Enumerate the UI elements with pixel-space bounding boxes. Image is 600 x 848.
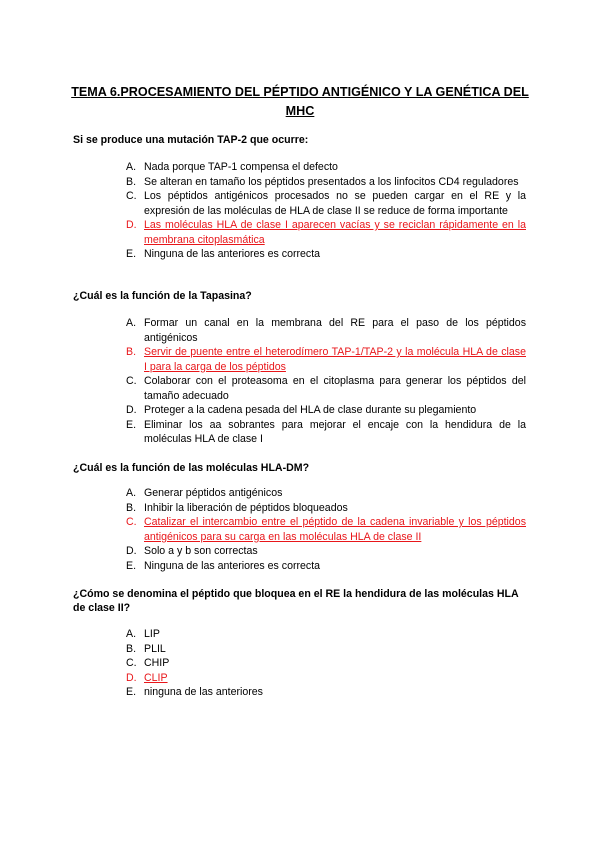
option-letter: E. xyxy=(126,248,137,260)
answer-option xyxy=(126,559,526,574)
option-letter: B. xyxy=(126,501,137,514)
answer-option xyxy=(126,501,526,516)
answer-option xyxy=(126,656,526,671)
option-text: Eliminar los aa sobrantes para mejorar el encaje con la hendidura de la moléculas HLA de clase I xyxy=(144,418,526,445)
option-text: Ninguna de las anteriores es correcta xyxy=(144,559,321,572)
option-letter: C. xyxy=(126,375,137,387)
option-letter: B. xyxy=(126,346,137,358)
option-letter: C. xyxy=(126,657,137,669)
answer-option xyxy=(126,175,526,190)
option-letter: C. xyxy=(126,190,137,202)
page-title: TEMA 6.PROCESAMIENTO DEL PÉPTIDO ANTIGÉNICO Y LA GENÉTICA DEL MHC xyxy=(71,85,529,118)
question-2-text: ¿Cuál es la función de la Tapasina? xyxy=(73,290,252,302)
option-text: Se alteran en tamaño los péptidos presentados a los linfocitos CD4 reguladores xyxy=(144,175,519,188)
option-text: Servir de puente entre el heterodímero TAP-1/TAP-2 y la molécula HLA de clase I para la carga de los péptidos xyxy=(144,346,526,373)
option-text: CLIP xyxy=(144,671,168,684)
option-text: Solo a y b son correctas xyxy=(144,545,258,557)
answer-option-correct xyxy=(126,345,526,374)
option-letter: B. xyxy=(126,175,137,188)
answer-option xyxy=(126,642,526,657)
option-text: PLIL xyxy=(144,642,166,655)
option-text: LIP xyxy=(144,628,160,640)
option-text: Ninguna de las anteriores es correcta xyxy=(144,248,321,260)
answer-option xyxy=(126,316,526,345)
answer-option-correct xyxy=(126,218,526,247)
option-letter: B. xyxy=(126,642,137,655)
option-text: Proteger a la cadena pesada del HLA de clase durante su plegamiento xyxy=(144,404,477,416)
option-letter: A. xyxy=(126,161,137,173)
answer-option xyxy=(126,160,526,175)
option-text: Colaborar con el proteasoma en el citoplasma para generar los péptidos del tamaño adecuado xyxy=(144,375,526,402)
option-text: Inhibir la liberación de péptidos bloqueados xyxy=(144,501,348,514)
option-letter: C. xyxy=(126,516,137,528)
option-text: Catalizar el intercambio entre el péptido de la cadena invariable y los péptidos antigénicos para su carga en las moléculas HLA de clase II xyxy=(144,516,526,543)
option-letter: D. xyxy=(126,545,137,557)
option-letter: A. xyxy=(126,317,137,329)
answer-option xyxy=(126,418,526,447)
option-letter: D. xyxy=(126,671,137,684)
answer-option-correct xyxy=(126,515,526,544)
answer-option xyxy=(126,627,526,642)
question-4-options xyxy=(126,627,526,700)
option-text: Generar péptidos antigénicos xyxy=(144,487,283,499)
answer-option xyxy=(126,247,526,262)
option-letter: D. xyxy=(126,219,137,231)
answer-option xyxy=(126,544,526,559)
answer-option xyxy=(126,374,526,403)
answer-option xyxy=(126,486,526,501)
question-1-text: Si se produce una mutación TAP-2 que ocurre: xyxy=(73,134,309,146)
answer-option-correct xyxy=(126,671,526,686)
question-3-text: ¿Cuál es la función de las moléculas HLA-DM? xyxy=(73,462,310,474)
option-text: ninguna de las anteriores xyxy=(144,686,263,698)
option-text: CHIP xyxy=(144,657,170,669)
option-text: Nada porque TAP-1 compensa el defecto xyxy=(144,161,338,173)
question-3-options xyxy=(126,486,526,573)
option-letter: E. xyxy=(126,686,137,698)
answer-option xyxy=(126,403,526,418)
question-1-options xyxy=(126,160,526,262)
answer-option xyxy=(126,685,526,700)
option-letter: E. xyxy=(126,559,137,572)
question-4-text: ¿Cómo se denomina el péptido que bloquea en el RE la hendidura de las moléculas HLA de clase II? xyxy=(73,588,519,614)
option-letter: A. xyxy=(126,487,137,499)
option-letter: A. xyxy=(126,628,137,640)
option-letter: E. xyxy=(126,418,137,431)
question-2-options xyxy=(126,316,526,447)
option-text: Las moléculas HLA de clase I aparecen vacías y se reciclan rápidamente en la membrana citoplasmática xyxy=(144,219,526,246)
option-text: Formar un canal en la membrana del RE para el paso de los péptidos antigénicos xyxy=(144,317,526,344)
option-letter: D. xyxy=(126,404,137,416)
answer-option xyxy=(126,189,526,218)
option-text: Los péptidos antigénicos procesados no se pueden cargar en el RE y la expresión de las moléculas de HLA de clase II se reduce de forma importante xyxy=(144,190,526,217)
